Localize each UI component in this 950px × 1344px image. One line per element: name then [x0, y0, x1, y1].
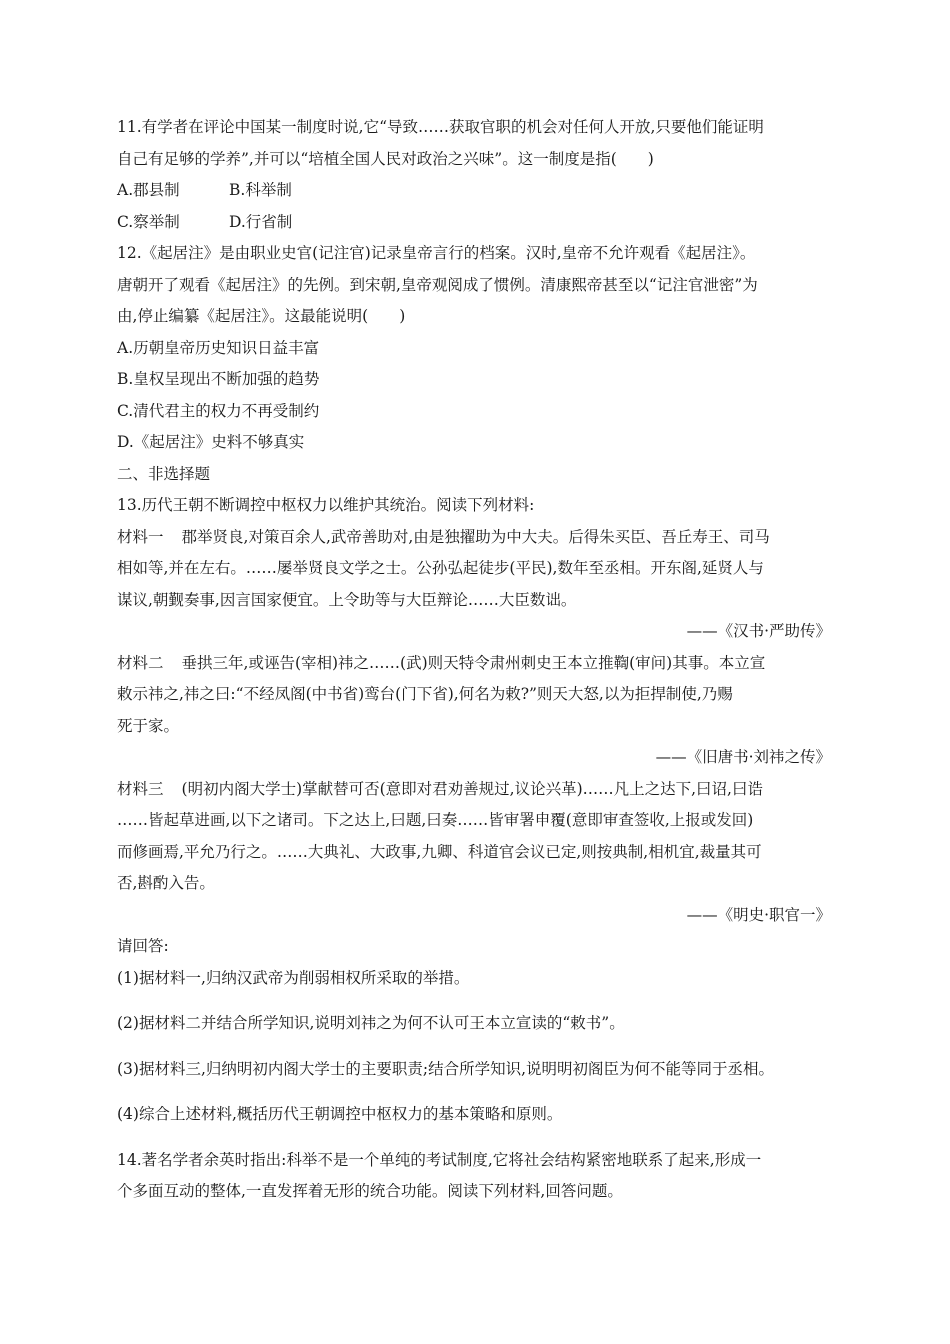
sub-question-1: (1)据材料一,归纳汉武帝为削弱相权所采取的举措。 — [117, 968, 470, 987]
answer-space — [117, 1131, 837, 1145]
material-line: 否,斟酌入告。 — [117, 874, 215, 892]
material-text: 垂拱三年,或诬告(宰相)祎之……(武)则天特令肃州刺史王本立推鞫(审问)其事。本立宣 — [181, 653, 766, 672]
question-stem-line: 由,停止编纂《起居注》。这最能说明( ) — [117, 307, 406, 325]
question-stem-line: 自己有足够的学养”,并可以“培植全国人民对政治之兴味”。这一制度是指( ) — [117, 149, 654, 168]
question-11 — [117, 112, 837, 238]
sub-question-3: (3)据材料三,归纳明初内阁大学士的主要职责;结合所学知识,说明明初阁臣为何不能等同于丞相。 — [117, 1059, 775, 1078]
material-source: ——《旧唐书·刘祎之传》 — [655, 748, 831, 766]
question-stem-line: 12.《起居注》是由职业史官(记注官)记录皇帝言行的档案。汉时,皇帝不允许观看《起居注》。 — [117, 244, 756, 262]
section-heading: 二、非选择题 — [117, 464, 211, 483]
question-stem-line: 14.著名学者余英时指出:科举不是一个单纯的考试制度,它将社会结构紧密地联系了起来,形成一 — [117, 1150, 762, 1169]
option-b: B.科举制 — [229, 181, 292, 199]
option-b: B.皇权呈现出不断加强的趋势 — [117, 370, 320, 388]
answer-prompt: 请回答: — [117, 937, 169, 955]
material-text: (明初内阁大学士)掌献替可否(意即对君劝善规过,议论兴革)……凡上之达下,曰诏,曰诰 — [181, 779, 763, 798]
material-line: 而修画焉,平允乃行之。……大典礼、大政事,九卿、科道官会议已定,则按典制,相机宜,裁量其可 — [117, 842, 762, 861]
options-row — [117, 207, 837, 239]
question-stem-line: 唐朝开了观看《起居注》的先例。到宋朝,皇帝观阅成了惯例。清康熙帝甚至以“记注官泄密”为 — [117, 275, 758, 294]
option-a: A.郡县制 — [117, 181, 180, 199]
option-d: D.《起居注》史料不够真实 — [117, 433, 305, 451]
option-c: C.察举制 — [117, 212, 180, 231]
sub-question-2: (2)据材料二并结合所学知识,说明刘祎之为何不认可王本立宣读的“敕书”。 — [117, 1014, 625, 1032]
material-label: 材料二 — [117, 653, 164, 672]
document-page — [117, 112, 837, 1208]
question-stem-line: 个多面互动的整体,一直发挥着无形的统合功能。阅读下列材料,回答问题。 — [117, 1182, 623, 1200]
material-label: 材料三 — [117, 779, 164, 798]
answer-space — [117, 1085, 837, 1099]
question-stem-line: 11.有学者在评论中国某一制度时说,它“导致……获取官职的机会对任何人开放,只要他们能证明 — [117, 118, 764, 136]
material-line: 相如等,并在左右。……屡举贤良文学之士。公孙弘起徒步(平民),数年至丞相。开东阁,延贤人与 — [117, 559, 764, 577]
material-line: 死于家。 — [117, 716, 180, 735]
option-a: A.历朝皇帝历史知识日益丰富 — [117, 338, 320, 357]
material-line: 敕示祎之,祎之曰:“不经凤阁(中书省)鸾台(门下省),何名为敕?”则天大怒,以为拒捍制使,乃赐 — [117, 685, 733, 703]
material-line — [117, 522, 837, 554]
answer-space — [117, 994, 837, 1008]
answer-space — [117, 1040, 837, 1054]
material-2 — [117, 648, 837, 774]
question-12 — [117, 238, 837, 459]
options-row — [117, 175, 837, 207]
option-c: C.清代君主的权力不再受制约 — [117, 401, 320, 420]
question-14 — [117, 1145, 837, 1208]
material-line — [117, 648, 837, 680]
question-13 — [117, 490, 837, 1145]
material-text: 郡举贤良,对策百余人,武帝善助对,由是独擢助为中大夫。后得朱买臣、吾丘寿王、司马 — [181, 527, 770, 546]
material-source: ——《明史·职官一》 — [686, 905, 831, 924]
material-label: 材料一 — [117, 527, 164, 546]
material-line: ……皆起草进画,以下之诸司。下之达上,曰题,曰奏……皆审署申覆(意即审查签收,上报或发回) — [117, 811, 754, 829]
option-d: D.行省制 — [229, 212, 293, 231]
material-line: 谋议,朝觐奏事,因言国家便宜。上令助等与大臣辩论……大臣数诎。 — [117, 590, 577, 609]
material-3 — [117, 774, 837, 932]
material-line — [117, 774, 837, 806]
material-1 — [117, 522, 837, 648]
sub-question-4: (4)综合上述材料,概括历代王朝调控中枢权力的基本策略和原则。 — [117, 1105, 563, 1123]
question-intro: 13.历代王朝不断调控中枢权力以维护其统治。阅读下列材料: — [117, 496, 535, 514]
material-source: ——《汉书·严助传》 — [686, 622, 831, 640]
